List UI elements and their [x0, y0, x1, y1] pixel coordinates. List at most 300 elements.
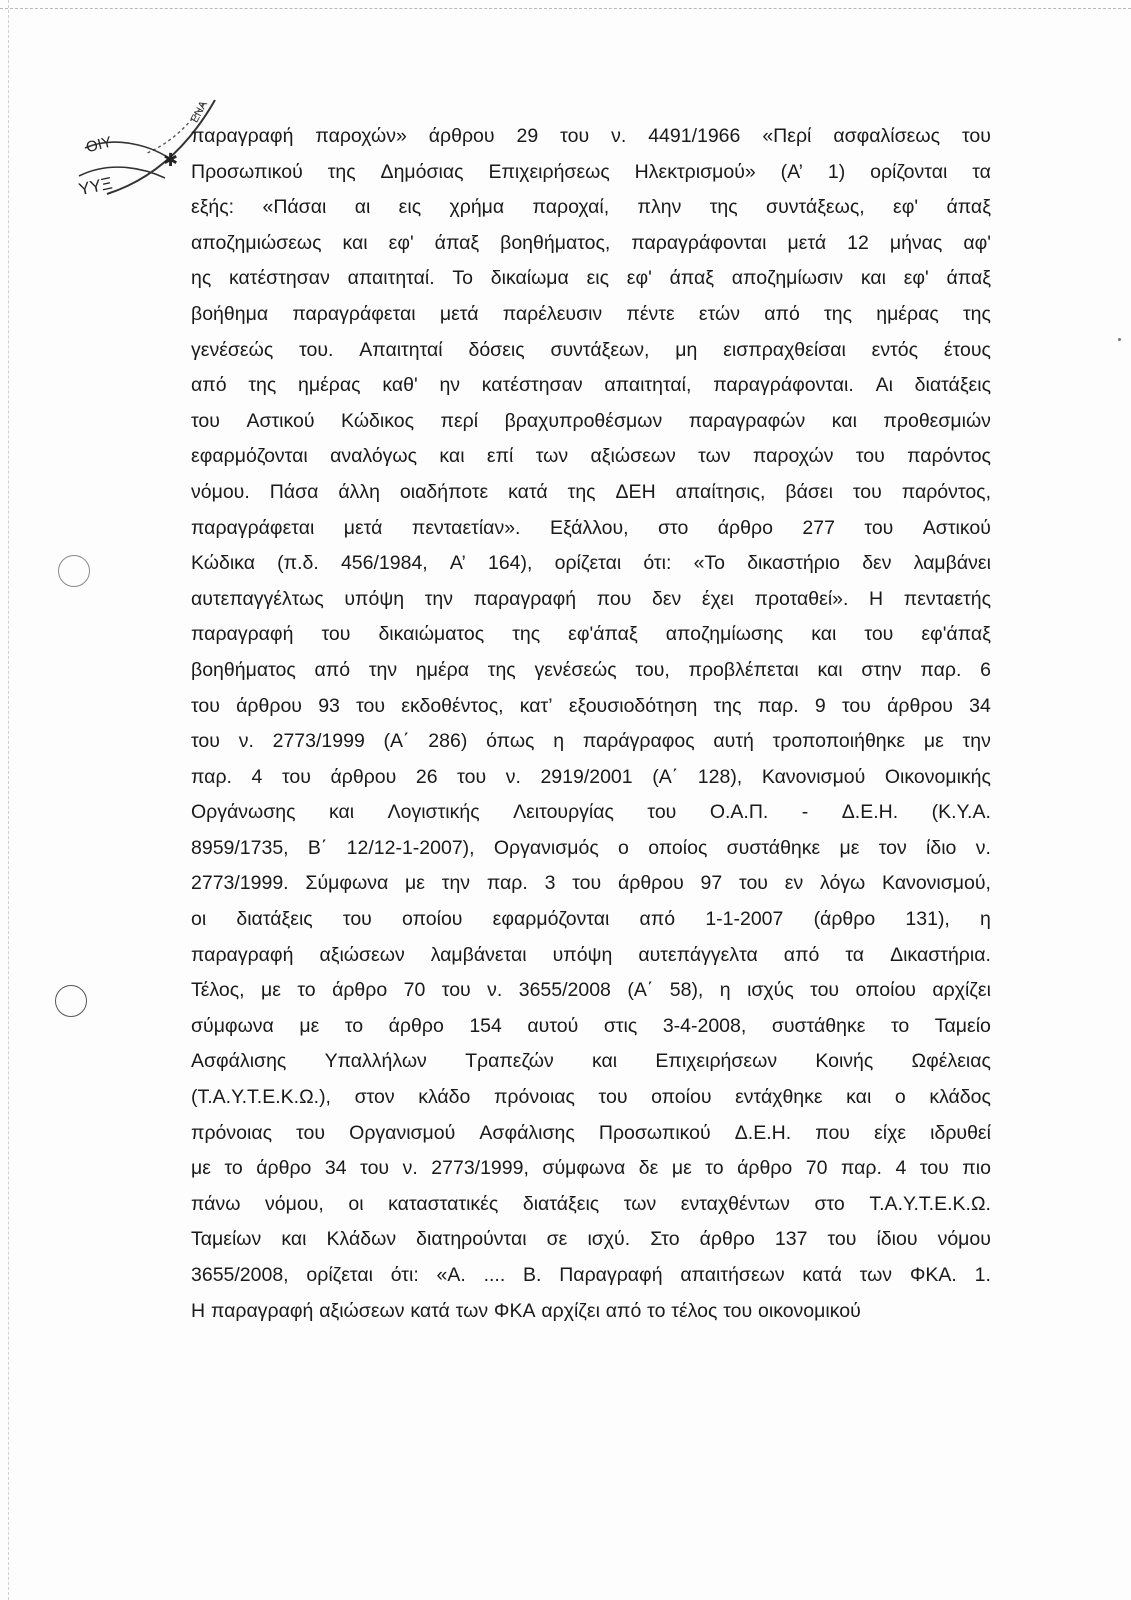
word: 97 [700, 872, 723, 895]
word: παροχών» [315, 125, 407, 147]
word: κλάδο [418, 1086, 471, 1109]
word: χρήμα [449, 196, 505, 219]
word: (Κ.Υ.Α. [931, 801, 991, 824]
word: περί [440, 409, 479, 432]
word: 1. [974, 1264, 991, 1286]
word: του [961, 125, 991, 147]
word: 3655/2008 [518, 979, 611, 1002]
text-line [191, 1082, 991, 1118]
word: ν. [611, 125, 627, 147]
word: αναλόγως [330, 445, 418, 468]
word: εντός [871, 338, 919, 361]
word: στις [603, 1014, 638, 1037]
word: που [596, 587, 632, 610]
text-line [191, 726, 991, 762]
word: παραγράφονται. [713, 374, 854, 397]
word: συντάξεων, [550, 338, 650, 361]
word: της [567, 480, 596, 503]
word: καθ' [382, 374, 418, 397]
word: βάσει [785, 480, 833, 503]
word: του [864, 516, 894, 539]
word: «Το [693, 552, 726, 575]
word: και [831, 409, 857, 432]
word: ο [894, 1086, 906, 1109]
word: 137 [774, 1228, 808, 1251]
word: άρθρο [717, 516, 773, 539]
word: της [713, 694, 742, 717]
word: ΦΚΑ. [909, 1264, 957, 1286]
word: λαμβάνεται [430, 943, 527, 966]
text-line [191, 904, 991, 940]
word: προταθεί». [754, 587, 849, 610]
word: πενταετίαν». [411, 516, 521, 539]
text-line [191, 513, 991, 549]
word: Οικονομικής [884, 765, 991, 788]
word: μετά [439, 302, 479, 325]
word: που [815, 1121, 850, 1144]
word: άπαξ [434, 231, 480, 254]
word: Ο.Α.Π. [709, 801, 769, 824]
word: Το [452, 267, 474, 290]
word: ενταχθέντων [680, 1192, 790, 1215]
word: αποζημιώσεως [191, 231, 322, 254]
word: νόμου [937, 1228, 991, 1251]
word: άπαξ [946, 196, 991, 219]
word: με [839, 836, 860, 859]
word: εντάχθηκε [735, 1086, 823, 1109]
word: του [360, 1157, 390, 1180]
word: Ταμείο [934, 1014, 991, 1037]
word: δόσεις [468, 338, 525, 361]
word: Εξάλλου, [549, 516, 629, 539]
word: 286) [428, 730, 468, 753]
word: συντάξεως, [766, 196, 865, 219]
word: κατέστησαν [481, 374, 583, 397]
word: κατά [410, 1299, 450, 1322]
word: άρθρο [699, 1228, 755, 1251]
word: από [605, 1299, 642, 1322]
word: άρθρο [332, 979, 388, 1002]
word: δικαιώματος [378, 623, 485, 646]
word: την [441, 872, 471, 895]
text-line [191, 263, 991, 299]
word: άλλη [338, 480, 380, 503]
word: του [356, 694, 386, 717]
word: το [647, 1299, 666, 1322]
text-line [191, 940, 991, 976]
word: υπόψη [552, 943, 613, 966]
word: εφαρμόζονται [492, 908, 610, 931]
word: Οργανισμός [493, 836, 599, 859]
word: 3-4-2008, [662, 1014, 747, 1037]
word: Β΄ [307, 836, 328, 859]
scan-edge-top [0, 8, 1131, 9]
word: παραγραφή [191, 125, 294, 147]
word: υπόψη [344, 587, 405, 610]
word: παραγράφονται [631, 231, 767, 254]
word: Δ.Ε.Η. [841, 801, 899, 824]
stamp-star-glyph: ✱ [163, 150, 179, 171]
stamp-text-bottom: ΥΥΞ [77, 173, 115, 200]
word: παρέλευσιν [502, 302, 603, 325]
word: ασφαλίσεως [833, 125, 940, 147]
word: οποίου [855, 979, 916, 1002]
word: με [405, 872, 425, 895]
word: 70 [403, 979, 426, 1002]
text-line [191, 691, 991, 727]
word: ορίζονται [870, 160, 948, 183]
word: Αστικού [922, 516, 991, 539]
word: διατάξεις [236, 908, 313, 931]
text-line [191, 192, 991, 228]
word: και [439, 445, 465, 468]
text-line [191, 868, 991, 904]
word: 164), [487, 552, 533, 575]
word: κατ’ [519, 694, 553, 717]
word: η [553, 730, 565, 753]
word: ισχύς [747, 979, 794, 1002]
word: 4 [895, 1157, 907, 1180]
word: άρθρο [256, 1157, 312, 1180]
word: της [824, 302, 852, 325]
word: του [457, 765, 487, 788]
word: του [827, 1228, 857, 1251]
word: Η [191, 1299, 206, 1322]
word: του [191, 694, 220, 717]
word: αποζημίωσης [665, 623, 784, 646]
word: Α’ [449, 552, 466, 575]
word: Απαιτηταί [359, 338, 443, 361]
word: ορίζεται [306, 1264, 373, 1286]
word: και [592, 1050, 618, 1073]
word: Στο [650, 1228, 680, 1251]
word: των [623, 1192, 657, 1215]
word: του [841, 694, 871, 717]
word: η [719, 979, 731, 1002]
word: και [329, 801, 355, 824]
word: παρ. [191, 765, 232, 788]
word: 4 [251, 765, 263, 788]
word: σύμφωνα [542, 1157, 626, 1180]
word: του [191, 730, 220, 753]
word: Παραγραφή [559, 1264, 663, 1286]
text-line [191, 655, 991, 691]
word: άρθρου [236, 694, 302, 717]
word: νόμου. [191, 480, 250, 503]
word: παρ. [486, 872, 528, 895]
word: 93 [318, 694, 340, 717]
word: τέλος [671, 1299, 718, 1322]
word: των [535, 445, 569, 468]
word: του [598, 1086, 628, 1109]
word: Β. [523, 1264, 542, 1286]
word: ν. [505, 765, 521, 788]
word: τον [878, 836, 907, 859]
word: και [817, 658, 843, 681]
word: και [860, 267, 886, 290]
word: ημέρας [298, 374, 361, 397]
word: τα [845, 943, 865, 966]
word: γενέσεώς [191, 338, 274, 361]
word: εφ'άπαξ [921, 623, 991, 646]
document-body [191, 121, 991, 1331]
word: βοήθημα [191, 302, 269, 325]
word: εφ' [903, 267, 929, 290]
word: 1) [827, 160, 846, 183]
word: αρχίζει [541, 1299, 600, 1322]
word: άρθρο [388, 1014, 444, 1037]
word: συστάθηκε [771, 1014, 866, 1037]
word: διατάξεις [522, 1192, 600, 1215]
word: Επιχειρήσεως [488, 160, 610, 183]
word: του [864, 623, 894, 646]
word: «Πάσαι [262, 196, 327, 219]
word: από [191, 374, 227, 397]
word: 3 [544, 872, 556, 895]
word: 154 [469, 1014, 502, 1037]
word: με [299, 1014, 320, 1037]
word: με [671, 1157, 692, 1180]
word: Επιχειρήσεων [655, 1050, 778, 1073]
word: οποίου [402, 908, 463, 931]
word: των [859, 1264, 893, 1286]
word: εφ' [388, 231, 414, 254]
word: παραγράφεται [292, 302, 416, 325]
word: μη [675, 338, 698, 361]
word: παροχαί, [532, 196, 610, 219]
word: κατά [508, 480, 548, 503]
word: Η [869, 587, 884, 610]
text-line [191, 228, 991, 264]
text-line [191, 619, 991, 655]
word: εν [784, 872, 804, 895]
word: εξουσιοδότηση [568, 694, 698, 717]
word: παρόντος, [901, 480, 991, 503]
text-line [191, 121, 991, 157]
word: άρθρο [737, 1157, 793, 1180]
word: ΔΕΗ [615, 480, 656, 503]
word: αρχίζει [932, 979, 991, 1002]
stamp-text-side: ΕΝΑ [188, 99, 210, 125]
word: το [705, 1157, 724, 1180]
word: παρ. [757, 694, 799, 717]
word: 34 [969, 694, 991, 717]
word: «Α. [436, 1264, 466, 1286]
word: στο [814, 1192, 845, 1215]
word: 2773/1999. [191, 872, 289, 895]
word: βοηθήματος, [500, 231, 611, 254]
text-line [191, 1296, 991, 1332]
word: νόμου, [265, 1192, 324, 1215]
word: του [852, 480, 882, 503]
word: 2773/1999 [272, 730, 365, 753]
word: του [321, 623, 351, 646]
word: έτους [943, 338, 991, 361]
word: παραγραφή [191, 623, 294, 646]
word: 26 [415, 765, 438, 788]
word: 277 [802, 516, 835, 539]
word: τροποποιήθηκε [772, 730, 906, 753]
word: σύμφωνα [191, 1014, 274, 1037]
word: απαιτήσεων [680, 1264, 785, 1286]
word: πενταετής [903, 587, 991, 610]
word: Κώδικα [191, 552, 255, 575]
word: του [281, 765, 311, 788]
word: έχει [701, 587, 734, 610]
word: (Τ.Α.Υ.Τ.Ε.Κ.Ω.), [191, 1086, 331, 1109]
word: ν. [238, 730, 254, 753]
word: και [281, 1228, 307, 1251]
word: - [801, 801, 809, 824]
word: το [890, 1014, 910, 1037]
word: της [327, 160, 356, 183]
word: τα [972, 160, 991, 183]
word: Ασφάλισης [191, 1050, 287, 1073]
word: δικαίωμα [490, 267, 569, 290]
word: αξιώσεων [590, 445, 676, 468]
word: του [572, 872, 602, 895]
text-line [191, 1046, 991, 1082]
word: δεν [651, 587, 682, 610]
word: ότι: [390, 1264, 419, 1286]
word: Κοινής [815, 1050, 874, 1073]
word: Υπαλλήλων [324, 1050, 427, 1073]
text-line [191, 441, 991, 477]
word: στο [658, 516, 689, 539]
punch-hole-top [58, 555, 90, 587]
word: παραγραφών [688, 409, 806, 432]
scan-edge-left [8, 0, 9, 1600]
text-line [191, 1260, 991, 1296]
word: του [723, 1299, 753, 1322]
word: Κανονισμού [761, 765, 866, 788]
word: εφ' [626, 267, 652, 290]
word: ν. [487, 979, 503, 1002]
text-line [191, 762, 991, 798]
word: από [314, 658, 351, 681]
word: 2773/1999, [431, 1157, 529, 1180]
word: άπαξ [946, 267, 991, 290]
word: την [962, 730, 991, 753]
word: διατάξεις [914, 374, 991, 397]
word: 128), [697, 765, 743, 788]
word: αι [354, 196, 371, 219]
word: άπαξ [669, 267, 715, 290]
word: Αστικού [246, 409, 315, 432]
word: Τέλος, [191, 979, 245, 1002]
text-line [191, 1118, 991, 1154]
word: προβλέπεται [688, 658, 799, 681]
word: 70 [805, 1157, 828, 1180]
word: Προσωπικού [191, 160, 303, 183]
word: Οργάνωσης [191, 801, 296, 824]
word: παροχών [752, 445, 834, 468]
word: αυτού [527, 1014, 579, 1037]
word: εφ' [893, 196, 919, 219]
word: ο [618, 836, 629, 859]
word: (Α΄ [652, 765, 679, 788]
word: 12 [847, 231, 869, 254]
word: η [980, 908, 991, 931]
word: της [512, 623, 541, 646]
word: αυτεπάγγελτα [638, 943, 758, 966]
punch-hole-bottom [55, 985, 87, 1017]
word: και [846, 1086, 872, 1109]
word: ισχύ. [587, 1228, 631, 1251]
text-line [191, 335, 991, 371]
word: Κλάδων [326, 1228, 397, 1251]
word: με [923, 730, 944, 753]
word: εξής: [191, 196, 235, 219]
word: οιαδήποτε [399, 480, 489, 503]
word: από [639, 908, 676, 931]
word: ν. [402, 1157, 418, 1180]
word: άρθρου [617, 872, 684, 895]
word: απαίτησις, [675, 480, 766, 503]
word: 1-1-2007 [705, 908, 784, 931]
word: Πάσα [269, 480, 319, 503]
word: αποζημίωσιν [731, 267, 844, 290]
word: της [248, 374, 277, 397]
word: (άρθρο [813, 908, 876, 931]
word: του, [635, 658, 670, 681]
word: το [224, 1157, 243, 1180]
word: 131), [905, 908, 950, 931]
word: και [811, 623, 837, 646]
word: πιο [962, 1157, 991, 1180]
word: ΦΚΑ [493, 1299, 536, 1322]
word: Κανονισμού, [882, 872, 991, 895]
word: αξιώσεων [319, 943, 405, 966]
word: από [783, 943, 820, 966]
word: 2919/2001 [540, 765, 633, 788]
word: εφαρμόζονται [191, 445, 308, 468]
stamp-text-top: ΟΙΥ [84, 133, 114, 157]
word: άρθρου [887, 694, 953, 717]
word: 9 [814, 694, 826, 717]
word: πρόνοιας [493, 1086, 575, 1109]
word: .... [483, 1264, 506, 1286]
word: του [342, 908, 372, 931]
word: ης [191, 267, 212, 290]
word: ην [439, 374, 461, 397]
word: του [855, 445, 885, 468]
word: παραγραφή [473, 587, 577, 610]
word: του [647, 801, 677, 824]
word: εφ'άπαξ [568, 623, 638, 646]
word: με [191, 1157, 211, 1180]
word: Κώδικος [341, 409, 414, 432]
word: ίδιου [876, 1228, 918, 1251]
word: βραχυπροθέσμων [504, 409, 663, 432]
text-line [191, 975, 991, 1011]
word: 3655/2008, [191, 1264, 289, 1286]
word: 29 [516, 125, 539, 147]
word: συστάθηκε [726, 836, 821, 859]
word: μετά [787, 231, 827, 254]
word: απαιτηταί, [604, 374, 692, 397]
word: και [342, 231, 368, 254]
word: της [709, 196, 738, 219]
word: Λειτουργίας [513, 801, 614, 824]
text-line [191, 299, 991, 335]
word: γενέσεώς [534, 658, 617, 681]
word: της [962, 302, 991, 325]
word: οι [191, 908, 207, 931]
word: δεν [862, 552, 892, 575]
word: κατά [802, 1264, 842, 1286]
word: Δ.Ε.Η. [734, 1121, 792, 1144]
